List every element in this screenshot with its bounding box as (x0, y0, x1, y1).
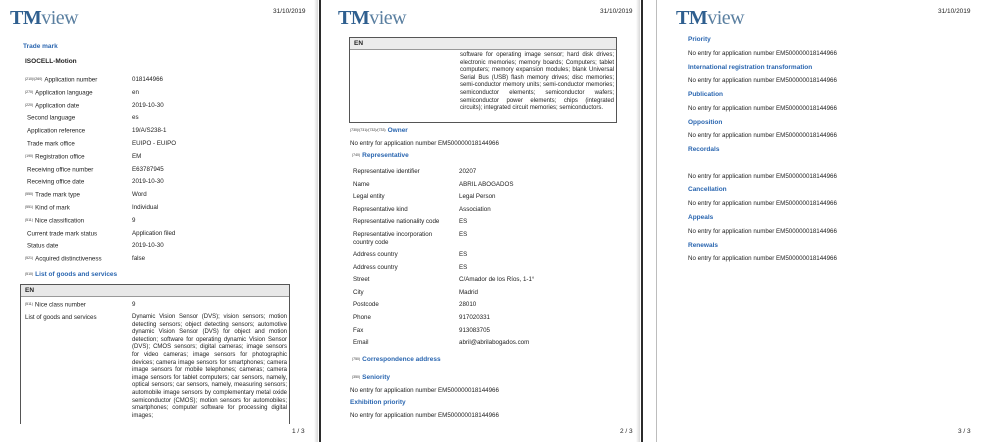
section-title-renewals: Renewals (688, 242, 718, 249)
section-title-correspondence-address: (750) Correspondence address (352, 356, 441, 363)
owner-note: No entry for application number EM500000018144966 (350, 140, 499, 147)
document-page-2: TMview 31/10/2019 EN software for operating image sensor; hard disk drives; electronic memories; memory boards; Computers; tablet computers; memory expansion modules; blank Universal Serial Bus (USB) flash memory drives; disc memories; semi-conductor memory units; semi-conductor memories; semiconductor elements; semiconductor wafers; semiconductor power elements; chips (integrated circuits); integrated circuit memories; semiconductors. (730)/(731)/(732)/(733) Owner No entry for application number EM500000018144966 (740) Representative Representative identifier 20207 Name ABRIL ABOGADOS Legal entity Legal Person Representative kind Association Representative nationality code ES Representative incorporation country code ES Address country ES Address country ES Street C/Amador de los Ríos, 1-1° City Madrid Postcode 28010 Phone 917020331 Fax 913083705 Email abril@abrilabogados.com (750) Correspondence address (350) Seniority No entry for application number EM500000018144966 Exhibition priority No entry for application number EM500000018144966 2 / 3 (322, 0, 640, 442)
page-number: 3 / 3 (958, 428, 971, 435)
goods-label: List of goods and services (25, 314, 97, 321)
goods-services-table: EN (511) Nice class number 9 List of goods and services Dynamic Vision Sensor (DVS); vision sensors; motion detecting sensors; object detecting sensors; automotive dynamic Vision Sensor (DVS) for object and motion detection; software for operating dynamic Vision Sensor (DVS); CMOS sensors; digital cameras; image sensors for video cameras; image sensors for photographic devices; camera image sensors for smartphones; camera image sensors for mobile telephones; cameras; camera image sensors for tablet computers; car sensors, namely, optical sensors; car sensors, namely, measuring sensors; automobile image sensors by complementary metal oxide semiconductor (CMOS); motion sensors for automobiles; smartphones; computer software for processing digital images; (20, 284, 290, 424)
section-note: No entry for application number EM500000018144966 (688, 228, 837, 235)
section-title-exhibition-priority: Exhibition priority (350, 399, 406, 406)
section-title-representative: (740) Representative (352, 152, 409, 159)
section-title-publication: Publication (688, 91, 724, 98)
trademark-name: ISOCELL-Motion (25, 58, 77, 65)
goods-text: Dynamic Vision Sensor (DVS); vision sensors; motion detecting sensors; object detecting sensors; automotive dynamic Vision Sensor (DVS) for object and motion detection; software for operating dynamic Vision Sensor (DVS); CMOS sensors; digital cameras; image sensors for video cameras; image sensors for photographic devices; camera image sensors for smartphones; camera image sensors for mobile telephones; cameras; camera image sensors for tablet computers; car sensors, namely, optical sensors; car sensors, namely, measuring sensors; automobile image sensors by complementary metal oxide semiconductor (CMOS); motion sensors for automobiles; smartphones; computer software for processing digital images; (132, 314, 287, 419)
section-note: No entry for application number EM500000018144966 (688, 50, 837, 57)
document-page-3 (660, 0, 1000, 442)
page-edge (636, 0, 640, 442)
document-page-1: TMview 31/10/2019 Trade mark ISOCELL-Motion (210)/(260) Application number 018144966 (270) Application language en (220) Application date 2019-10-30 Second language es Application reference 19/A/S238-1 Trade mark office EUIPO - EUIPO (190) Registration office EM Receiving office number E63787945 Receiving office date 2019-10-30 (550) Trade mark type Word (551) Kind of mark Individual (511) Nice classification 9 Current trade mark status Application filed Status date 2019-10-30 (521) Acquired distinctiveness false (510) List of goods and services EN (511) Nice class number 9 List of goods and services Dynamic Vision Sensor (DVS); vision sensors; motion detecting sensors; object detecting sensors; automotive dynamic Vision Sensor (DVS) for object and motion detection; software for operating dynamic Vision Sensor (DVS); CMOS sensors; digital cameras; image sensors for video cameras; image sensors for photographic devices; camera image sensors for smartphones; camera image sensors for mobile telephones; cameras; camera image sensors for tablet computers; car sensors, namely, optical sensors; car sensors, namely, measuring sensors; automobile image sensors by complementary metal oxide semiconductor (CMOS); motion sensors for automobiles; smartphones; computer software for processing digital images; 1 / 3 (0, 0, 318, 442)
exhibition-note: No entry for application number EM500000018144966 (350, 412, 499, 419)
section-title-cancellation: Cancellation (688, 186, 727, 193)
section-note: No entry for application number EM500000018144966 (688, 200, 837, 207)
goods-text-continued: software for operating image sensor; hard disk drives; electronic memories; memory boards; Computers; tablet computers; memory expansion modules; blank Universal Serial Bus (USB) flash memory drives; disc memories; semi-conductor memory units; semi-conductor memories; semiconductor elements; semiconductor wafers; semiconductor power elements; chips (integrated circuits); integrated circuit memories; semiconductors. (460, 52, 614, 112)
goods-services-table-continued (349, 37, 617, 123)
section-title-opposition: Opposition (688, 119, 723, 126)
page-separator (641, 0, 643, 442)
language-header: EN (350, 38, 616, 50)
print-date: 31/10/2019 (273, 8, 306, 15)
tmview-logo: TMview (338, 7, 407, 29)
print-date: 31/10/2019 (600, 8, 633, 15)
print-date: 31/10/2019 (938, 8, 971, 15)
section-note: No entry for application number EM500000018144966 (688, 77, 837, 84)
section-title-priority: Priority (688, 36, 711, 43)
section-title-goods-services: (510) List of goods and services (25, 271, 118, 278)
section-note: No entry for application number EM500000018144966 (688, 105, 837, 112)
page-separator (656, 0, 657, 442)
page-edge (314, 0, 318, 442)
section-note: No entry for application number EM500000018144966 (688, 173, 837, 180)
section-note: No entry for application number EM500000018144966 (688, 255, 837, 262)
section-note: No entry for application number EM500000018144966 (688, 132, 837, 139)
page-number: 2 / 3 (620, 428, 633, 435)
section-title-owner: (730)/(731)/(732)/(733) Owner (350, 127, 408, 134)
page-number: 1 / 3 (292, 428, 305, 435)
tmview-logo: TMview (676, 7, 745, 29)
section-title-international-registration: International registration transformation (688, 64, 813, 71)
section-title-appeals: Appeals (688, 214, 714, 221)
section-title-seniority: (350) Seniority (352, 374, 390, 381)
page-separator (319, 0, 321, 442)
language-header: EN (21, 285, 289, 297)
section-title-trade-mark: Trade mark (23, 43, 58, 50)
section-title-recordals: Recordals (688, 146, 720, 153)
tmview-logo: TMview (10, 7, 79, 29)
seniority-note: No entry for application number EM500000018144966 (350, 387, 499, 394)
